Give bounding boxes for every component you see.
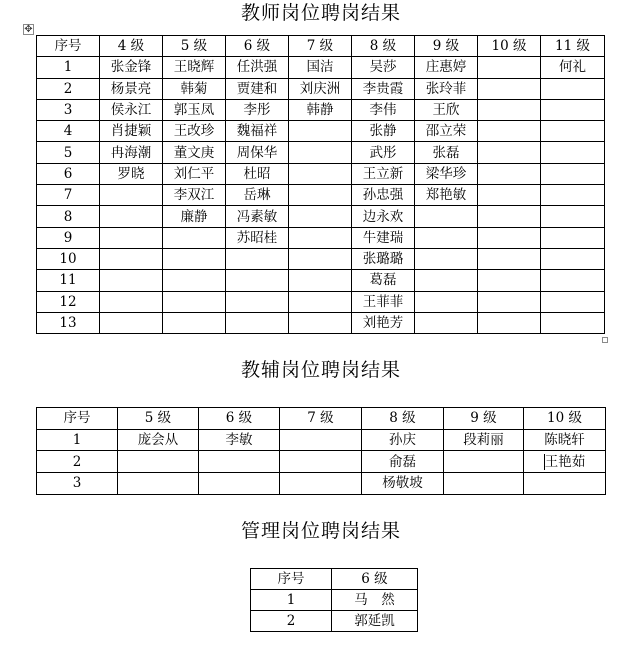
name-cell: 郭延凯	[332, 611, 418, 632]
name-cell: 王晓辉	[163, 57, 226, 78]
row-number-cell: 11	[37, 270, 100, 291]
table-row	[37, 163, 605, 184]
name-cell	[289, 206, 352, 227]
name-cell: 韩菊	[163, 78, 226, 99]
table-row	[37, 429, 606, 451]
name-cell	[478, 248, 541, 269]
name-cell	[289, 185, 352, 206]
column-header: 8 级	[352, 36, 415, 57]
support-results-table	[36, 407, 606, 495]
name-cell	[226, 270, 289, 291]
name-cell: 岳琳	[226, 185, 289, 206]
table-row	[37, 312, 605, 333]
column-header: 6 级	[226, 36, 289, 57]
name-cell: 刘艳芳	[352, 312, 415, 333]
name-cell: 郭玉凤	[163, 99, 226, 120]
name-cell	[415, 248, 478, 269]
name-cell	[541, 312, 605, 333]
name-cell: 郑艳敏	[415, 185, 478, 206]
column-header: 5 级	[163, 36, 226, 57]
name-cell	[478, 291, 541, 312]
table-row	[37, 248, 605, 269]
text-cursor	[544, 454, 545, 470]
name-cell	[289, 121, 352, 142]
column-header: 序号	[37, 408, 118, 430]
name-cell: 边永欢	[352, 206, 415, 227]
management-results-table	[250, 568, 418, 632]
name-cell: 吴莎	[352, 57, 415, 78]
name-cell	[415, 206, 478, 227]
name-cell	[100, 206, 163, 227]
name-cell	[289, 291, 352, 312]
table-resize-handle-icon[interactable]	[602, 337, 608, 343]
name-cell: 王欣	[415, 99, 478, 120]
name-cell: 王改珍	[163, 121, 226, 142]
name-cell: 李贵霞	[352, 78, 415, 99]
name-cell: 罗晓	[100, 163, 163, 184]
table-row	[37, 185, 605, 206]
name-cell: 孙庆	[362, 429, 444, 451]
name-cell: 周保华	[226, 142, 289, 163]
name-cell: 葛磊	[352, 270, 415, 291]
teacher-header-row	[37, 36, 605, 57]
row-number-cell: 12	[37, 291, 100, 312]
teacher-results-table	[36, 35, 605, 334]
name-cell	[415, 291, 478, 312]
table-row	[37, 270, 605, 291]
name-cell: 张金锋	[100, 57, 163, 78]
management-table-title: 管理岗位聘岗结果	[240, 520, 401, 542]
name-cell	[100, 248, 163, 269]
name-cell: 李敏	[199, 429, 280, 451]
name-cell: 国洁	[289, 57, 352, 78]
name-cell	[541, 206, 605, 227]
name-cell	[478, 206, 541, 227]
name-cell: 梁华珍	[415, 163, 478, 184]
name-cell	[541, 142, 605, 163]
table-row	[251, 611, 418, 632]
column-header: 序号	[37, 36, 100, 57]
row-number-cell: 1	[37, 429, 118, 451]
name-cell	[226, 312, 289, 333]
name-cell: 李彤	[226, 99, 289, 120]
row-number-cell: 8	[37, 206, 100, 227]
row-number-cell: 3	[37, 99, 100, 120]
name-cell	[541, 227, 605, 248]
column-header: 7 级	[289, 36, 352, 57]
name-cell: 董文庚	[163, 142, 226, 163]
name-cell	[541, 121, 605, 142]
column-header: 10 级	[524, 408, 606, 430]
name-cell: 李双江	[163, 185, 226, 206]
column-header: 10 级	[478, 36, 541, 57]
name-cell	[444, 473, 524, 495]
row-number-cell: 6	[37, 163, 100, 184]
name-cell	[541, 270, 605, 291]
name-cell	[226, 291, 289, 312]
table-row	[37, 227, 605, 248]
table-row	[251, 590, 418, 611]
name-cell	[541, 99, 605, 120]
table-row	[37, 121, 605, 142]
name-cell	[163, 291, 226, 312]
table-row	[37, 78, 605, 99]
name-cell	[478, 57, 541, 78]
column-header: 4 级	[100, 36, 163, 57]
name-cell	[444, 451, 524, 473]
name-cell: 武彤	[352, 142, 415, 163]
name-cell	[289, 248, 352, 269]
column-header: 9 级	[444, 408, 524, 430]
support-header-row	[37, 408, 606, 430]
name-cell	[100, 270, 163, 291]
row-number-cell: 4	[37, 121, 100, 142]
name-cell: 庞会从	[118, 429, 199, 451]
name-cell	[100, 185, 163, 206]
name-cell	[199, 473, 280, 495]
name-cell: 张磊	[415, 142, 478, 163]
name-cell	[541, 185, 605, 206]
row-number-cell: 5	[37, 142, 100, 163]
name-cell	[478, 121, 541, 142]
name-cell	[541, 248, 605, 269]
name-cell	[478, 270, 541, 291]
name-cell	[415, 270, 478, 291]
name-cell: 苏昭桂	[226, 227, 289, 248]
column-header: 6 级	[199, 408, 280, 430]
name-cell: 庄惠婷	[415, 57, 478, 78]
name-cell: 马 然	[332, 590, 418, 611]
row-number-cell: 3	[37, 473, 118, 495]
table-move-handle-icon[interactable]: ✥	[24, 24, 33, 35]
name-cell: 冯素敏	[226, 206, 289, 227]
name-cell: 张静	[352, 121, 415, 142]
name-cell: 刘庆洲	[289, 78, 352, 99]
name-cell: 牛建瑞	[352, 227, 415, 248]
column-header: 5 级	[118, 408, 199, 430]
name-cell: 何礼	[541, 57, 605, 78]
name-cell	[478, 142, 541, 163]
column-header: 9 级	[415, 36, 478, 57]
table-row	[37, 142, 605, 163]
row-number-cell: 9	[37, 227, 100, 248]
name-cell	[478, 163, 541, 184]
name-cell: 冉海潮	[100, 142, 163, 163]
name-cell	[163, 227, 226, 248]
name-cell	[478, 78, 541, 99]
name-cell: 肖捷颖	[100, 121, 163, 142]
table-row	[37, 473, 606, 495]
table-row	[37, 57, 605, 78]
name-cell: 杨景亮	[100, 78, 163, 99]
name-cell	[541, 78, 605, 99]
row-number-cell: 2	[251, 611, 332, 632]
name-cell: 魏福祥	[226, 121, 289, 142]
table-row	[37, 206, 605, 227]
name-cell: 侯永江	[100, 99, 163, 120]
name-cell	[289, 312, 352, 333]
name-cell	[524, 473, 606, 495]
teacher-table-title: 教师岗位聘岗结果	[240, 2, 401, 24]
name-cell	[478, 227, 541, 248]
row-number-cell: 10	[37, 248, 100, 269]
support-table-title: 教辅岗位聘岗结果	[240, 359, 401, 381]
column-header: 11 级	[541, 36, 605, 57]
name-cell: 王菲菲	[352, 291, 415, 312]
name-cell	[289, 163, 352, 184]
row-number-cell: 13	[37, 312, 100, 333]
name-cell	[100, 291, 163, 312]
name-cell	[163, 270, 226, 291]
name-cell	[541, 163, 605, 184]
row-number-cell: 2	[37, 78, 100, 99]
name-cell: 李伟	[352, 99, 415, 120]
name-cell	[118, 451, 199, 473]
name-cell	[289, 270, 352, 291]
row-number-cell: 1	[37, 57, 100, 78]
management-header-row	[251, 569, 418, 590]
name-cell	[289, 142, 352, 163]
name-cell: 张玲菲	[415, 78, 478, 99]
name-cell	[163, 312, 226, 333]
name-cell	[478, 185, 541, 206]
row-number-cell: 7	[37, 185, 100, 206]
name-cell: 王艳茹	[524, 451, 606, 473]
name-cell	[415, 312, 478, 333]
name-cell: 张璐璐	[352, 248, 415, 269]
name-cell: 王立新	[352, 163, 415, 184]
name-cell	[280, 429, 362, 451]
column-header: 8 级	[362, 408, 444, 430]
name-cell	[478, 99, 541, 120]
name-cell	[280, 473, 362, 495]
row-number-cell: 1	[251, 590, 332, 611]
row-number-cell: 2	[37, 451, 118, 473]
name-cell	[280, 451, 362, 473]
name-cell: 陈晓轩	[524, 429, 606, 451]
name-cell	[199, 451, 280, 473]
name-cell: 段莉丽	[444, 429, 524, 451]
name-cell	[100, 312, 163, 333]
name-cell	[118, 473, 199, 495]
table-row	[37, 451, 606, 473]
column-header: 序号	[251, 569, 332, 590]
name-cell	[100, 227, 163, 248]
column-header: 7 级	[280, 408, 362, 430]
name-cell	[541, 291, 605, 312]
name-cell: 刘仁平	[163, 163, 226, 184]
name-cell	[289, 227, 352, 248]
name-cell: 俞磊	[362, 451, 444, 473]
table-row	[37, 99, 605, 120]
table-row	[37, 291, 605, 312]
name-cell: 廉静	[163, 206, 226, 227]
name-cell: 邵立荣	[415, 121, 478, 142]
name-cell: 任洪强	[226, 57, 289, 78]
name-cell	[415, 227, 478, 248]
name-cell: 孙忠强	[352, 185, 415, 206]
column-header: 6 级	[332, 569, 418, 590]
name-cell	[478, 312, 541, 333]
name-cell: 杨敬坡	[362, 473, 444, 495]
name-cell: 贾建和	[226, 78, 289, 99]
name-cell	[163, 248, 226, 269]
name-cell: 韩静	[289, 99, 352, 120]
name-cell: 杜昭	[226, 163, 289, 184]
name-cell	[226, 248, 289, 269]
